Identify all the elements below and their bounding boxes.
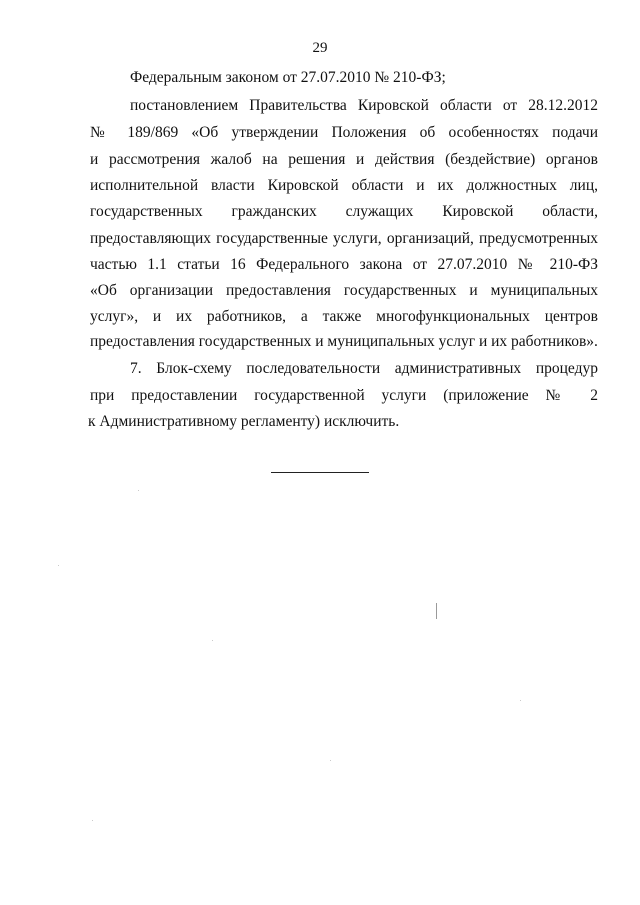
text-line-4: и рассмотрения жалоб на решения и действия (бездействие) органов [90, 151, 598, 168]
text-line-10: услуг», и их работников, а также многофункциональных центров [90, 308, 598, 325]
separator-line [271, 472, 369, 473]
scan-artifact-mark [436, 603, 437, 619]
scan-speck [330, 760, 331, 761]
text-line-6: государственных гражданских служащих Кировской области, [90, 203, 598, 220]
text-line-1: Федеральным законом от 27.07.2010 № 210-ФЗ; [130, 69, 446, 86]
scan-speck [58, 565, 59, 566]
text-line-11: предоставления государственных и муниципальных услуг и их работников». [90, 333, 598, 350]
text-line-12: 7. Блок-схему последовательности административных процедур [130, 360, 598, 377]
scan-speck [92, 820, 93, 821]
text-line-7: предоставляющих государственные услуги, организаций, предусмотренных [90, 230, 598, 247]
text-line-5: исполнительной власти Кировской области и их должностных лиц, [90, 177, 598, 194]
page-number: 29 [312, 40, 328, 56]
text-line-14: к Административному регламенту) исключить. [88, 413, 400, 430]
text-line-3: № 189/869 «Об утверждении Положения об особенностях подачи [90, 124, 598, 141]
scan-speck [138, 490, 139, 491]
text-line-2: постановлением Правительства Кировской области от 28.12.2012 [130, 97, 598, 114]
text-line-13: при предоставлении государственной услуги (приложение № 2 [90, 387, 598, 404]
scan-speck [520, 700, 521, 701]
scan-speck [212, 640, 213, 641]
text-line-9: «Об организации предоставления государственных и муниципальных [90, 282, 598, 299]
text-line-8: частью 1.1 статьи 16 Федерального закона от 27.07.2010 № 210-ФЗ [90, 256, 598, 273]
